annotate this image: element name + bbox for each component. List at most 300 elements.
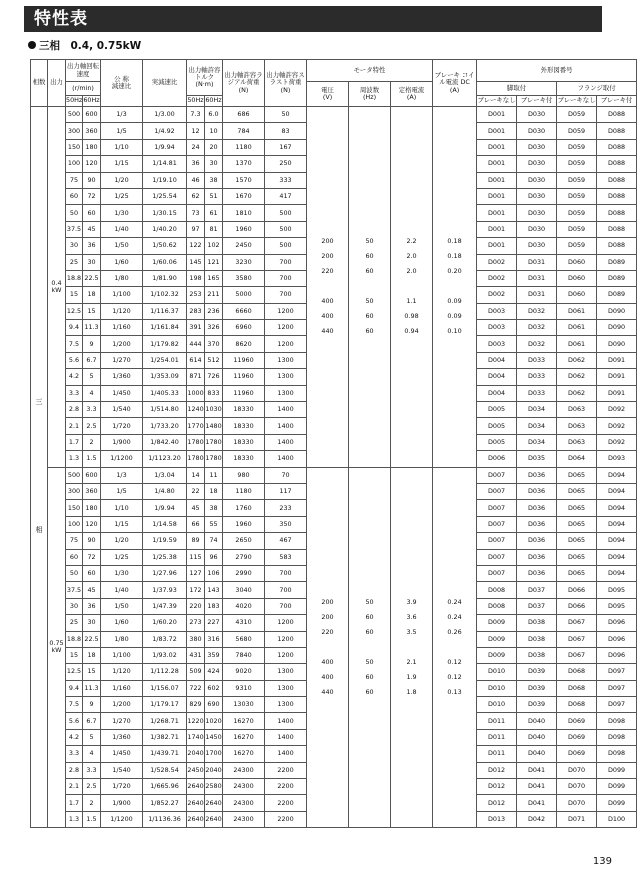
speed-60hz-cell: 60 xyxy=(83,205,101,221)
thrust-load-cell: 1400 xyxy=(265,402,307,418)
radial-load-cell: 11960 xyxy=(223,385,265,401)
voltage-value: 220 xyxy=(321,627,334,636)
torque-50hz-cell: 1000 xyxy=(187,385,205,401)
radial-load-cell: 9310 xyxy=(223,680,265,696)
radial-load-cell: 16270 xyxy=(223,746,265,762)
torque-60hz-cell: 1780 xyxy=(205,434,223,450)
radial-load-cell: 7840 xyxy=(223,647,265,663)
speed-60hz-cell: 5 xyxy=(83,369,101,385)
freq-cell xyxy=(349,107,391,468)
flange-nobrake-cell: D068 xyxy=(557,664,597,680)
actual-ratio-cell: 1/60.06 xyxy=(143,254,187,270)
thrust-load-cell: 1200 xyxy=(265,615,307,631)
foot-nobrake-cell: D003 xyxy=(477,336,517,352)
flange-withbrake-cell: D097 xyxy=(597,697,637,713)
radial-load-cell: 5680 xyxy=(223,631,265,647)
flange-nobrake-cell: D067 xyxy=(557,631,597,647)
thrust-load-cell: 700 xyxy=(265,270,307,286)
torque-60hz-cell: 55 xyxy=(205,516,223,532)
actual-ratio-cell: 1/156.07 xyxy=(143,680,187,696)
foot-nobrake-cell: D002 xyxy=(477,270,517,286)
torque-60hz-cell: 61 xyxy=(205,205,223,221)
speed-60hz-cell: 15 xyxy=(83,303,101,319)
actual-ratio-cell: 1/37.93 xyxy=(143,582,187,598)
ratio-cell: 1/360 xyxy=(101,729,143,745)
speed-50hz-cell: 500 xyxy=(66,467,83,483)
speed-60hz-cell: 3.3 xyxy=(83,402,101,418)
torque-50hz-cell: 871 xyxy=(187,369,205,385)
speed-50hz-cell: 2.8 xyxy=(66,402,83,418)
speed-60hz-cell: 1.5 xyxy=(83,811,101,827)
speed-60hz-cell: 18 xyxy=(83,287,101,303)
torque-50hz-cell: 1240 xyxy=(187,402,205,418)
torque-50hz-cell: 444 xyxy=(187,336,205,352)
output-label: 0.4 kW xyxy=(51,278,62,294)
foot-withbrake-cell: D040 xyxy=(517,746,557,762)
speed-60hz-cell: 360 xyxy=(83,123,101,139)
torque-50hz-cell: 2640 xyxy=(187,779,205,795)
speed-50hz-cell: 15 xyxy=(66,647,83,663)
speed-60hz-cell: 30 xyxy=(83,254,101,270)
table-row xyxy=(31,107,637,123)
foot-nobrake-cell: D010 xyxy=(477,664,517,680)
foot-withbrake-cell: D038 xyxy=(517,631,557,647)
page-number: 139 xyxy=(592,856,612,867)
torque-60hz-cell: 38 xyxy=(205,172,223,188)
actual-ratio-cell: 1/665.96 xyxy=(143,779,187,795)
flange-withbrake-cell: D099 xyxy=(597,795,637,811)
ratio-cell: 1/160 xyxy=(101,680,143,696)
thrust-load-cell: 2200 xyxy=(265,779,307,795)
radial-load-cell: 980 xyxy=(223,467,265,483)
torque-60hz-cell: 102 xyxy=(205,238,223,254)
torque-60hz-cell: 227 xyxy=(205,615,223,631)
torque-50hz-cell: 46 xyxy=(187,172,205,188)
speed-50hz-cell: 9.4 xyxy=(66,680,83,696)
actual-ratio-cell: 1/161.84 xyxy=(143,320,187,336)
ratio-cell: 1/15 xyxy=(101,516,143,532)
speed-60hz-cell: 11.3 xyxy=(83,680,101,696)
foot-nobrake-cell: D003 xyxy=(477,320,517,336)
speed-50hz-cell: 12.5 xyxy=(66,303,83,319)
thrust-load-cell: 700 xyxy=(265,254,307,270)
freq-value: 60 xyxy=(365,627,374,636)
foot-withbrake-cell: D030 xyxy=(517,172,557,188)
torque-50hz-cell: 829 xyxy=(187,697,205,713)
table-body xyxy=(31,107,637,828)
flange-withbrake-cell: D090 xyxy=(597,303,637,319)
freq-cell xyxy=(349,467,391,828)
header-thrust xyxy=(265,60,307,107)
ratio-cell: 1/1200 xyxy=(101,451,143,467)
torque-60hz-cell: 2640 xyxy=(205,795,223,811)
ratio-label: 公 称 減速比 xyxy=(111,74,132,90)
flange-nobrake-cell: D067 xyxy=(557,615,597,631)
foot-withbrake-cell: D030 xyxy=(517,139,557,155)
torque-50hz-cell: 45 xyxy=(187,500,205,516)
speed-50hz-cell: 12.5 xyxy=(66,664,83,680)
foot-withbrake-cell: D036 xyxy=(517,467,557,483)
torque-60hz-cell: 316 xyxy=(205,631,223,647)
ratio-cell: 1/40 xyxy=(101,582,143,598)
radial-load-cell: 1960 xyxy=(223,516,265,532)
speed-60hz-cell: 60 xyxy=(83,565,101,581)
actual-ratio-cell: 1/179.82 xyxy=(143,336,187,352)
torque-60hz-cell: 121 xyxy=(205,254,223,270)
foot-nobrake-cell: D012 xyxy=(477,779,517,795)
radial-load-cell: 5000 xyxy=(223,287,265,303)
flange-nobrake-cell: D059 xyxy=(557,188,597,204)
speed-50hz-cell: 15 xyxy=(66,287,83,303)
torque-50hz-cell: 2640 xyxy=(187,795,205,811)
flange-withbrake-cell: D088 xyxy=(597,123,637,139)
flange-nobrake-cell: D065 xyxy=(557,549,597,565)
thrust-load-cell: 333 xyxy=(265,172,307,188)
actual-ratio-cell: 1/25.54 xyxy=(143,188,187,204)
flange-withbrake-cell: D094 xyxy=(597,500,637,516)
ratio-cell: 1/900 xyxy=(101,795,143,811)
foot-withbrake-cell: D031 xyxy=(517,254,557,270)
actual-ratio-cell: 1/60.20 xyxy=(143,615,187,631)
voltage-value: 220 xyxy=(321,267,334,276)
torque-60hz-cell: 11 xyxy=(205,467,223,483)
radial-load-cell: 16270 xyxy=(223,713,265,729)
ratio-cell: 1/270 xyxy=(101,352,143,368)
speed-60hz-cell: 36 xyxy=(83,238,101,254)
ratio-cell: 1/160 xyxy=(101,320,143,336)
flange-withbrake-cell: D089 xyxy=(597,287,637,303)
speed-50hz-cell: 1.7 xyxy=(66,434,83,450)
torque-50hz-cell: 380 xyxy=(187,631,205,647)
radial-load-cell: 2990 xyxy=(223,565,265,581)
speed-50hz-cell: 60 xyxy=(66,549,83,565)
foot-withbrake-cell: D032 xyxy=(517,320,557,336)
foot-nobrake-cell: D008 xyxy=(477,598,517,614)
freq-value: 50 xyxy=(365,597,374,606)
thrust-load-cell: 233 xyxy=(265,500,307,516)
brake-current-value xyxy=(433,279,476,294)
flange-withbrake-cell: D097 xyxy=(597,664,637,680)
torque-50hz-cell: 145 xyxy=(187,254,205,270)
voltage-value: 200 xyxy=(321,252,334,261)
foot-nobrake-cell: D007 xyxy=(477,516,517,532)
foot-withbrake-cell: D032 xyxy=(517,336,557,352)
foot-nobrake-cell: D012 xyxy=(477,762,517,778)
radial-load-cell: 1760 xyxy=(223,500,265,516)
torque-60hz-cell: 1030 xyxy=(205,402,223,418)
speed-60hz-cell: 360 xyxy=(83,483,101,499)
brake-current-value: 0.24 xyxy=(447,612,462,621)
foot-nobrake-cell: D005 xyxy=(477,402,517,418)
bullet-icon xyxy=(28,41,36,49)
actual-ratio-cell: 1/733.20 xyxy=(143,418,187,434)
speed-50hz-cell: 150 xyxy=(66,139,83,155)
ratio-cell: 1/20 xyxy=(101,533,143,549)
radial-load-cell: 24300 xyxy=(223,795,265,811)
speed-60hz-cell: 36 xyxy=(83,598,101,614)
ratio-cell: 1/5 xyxy=(101,123,143,139)
flange-withbrake-cell: D088 xyxy=(597,107,637,123)
brake-current-value: 0.10 xyxy=(447,327,462,336)
phase-cell xyxy=(31,107,48,828)
foot-nobrake-cell: D001 xyxy=(477,205,517,221)
foot-nobrake-cell: D007 xyxy=(477,549,517,565)
actual-ratio-cell: 1/353.09 xyxy=(143,369,187,385)
thrust-load-cell: 700 xyxy=(265,287,307,303)
voltage-unit: (V) xyxy=(322,93,333,101)
foot-nobrake-cell: D013 xyxy=(477,811,517,827)
flange-nobrake-cell: D066 xyxy=(557,582,597,598)
torque-60hz-cell: 2640 xyxy=(205,811,223,827)
torque-60hz-cell: 424 xyxy=(205,664,223,680)
radial-load-cell: 1180 xyxy=(223,483,265,499)
speed-50hz-cell: 75 xyxy=(66,172,83,188)
brake-current-value xyxy=(433,640,476,655)
actual-ratio-cell: 1/50.62 xyxy=(143,238,187,254)
foot-withbrake-cell: D034 xyxy=(517,418,557,434)
header-torque xyxy=(187,60,223,96)
speed-60hz-cell: 2 xyxy=(83,434,101,450)
speed-50hz-cell: 1.7 xyxy=(66,795,83,811)
foot-withbrake-cell: D030 xyxy=(517,221,557,237)
speed-50hz-cell: 5.6 xyxy=(66,713,83,729)
brake-current-value: 0.09 xyxy=(447,297,462,306)
flange-withbrake-cell: D098 xyxy=(597,729,637,745)
radial-load-cell: 1670 xyxy=(223,188,265,204)
speed-50hz-cell: 3.3 xyxy=(66,746,83,762)
torque-50hz-cell: 391 xyxy=(187,320,205,336)
speed-50hz-cell: 7.5 xyxy=(66,697,83,713)
radial-label: 出力軸許容ラジアル荷重(N) xyxy=(224,71,263,94)
flange-withbrake-cell: D096 xyxy=(597,631,637,647)
thrust-load-cell: 1400 xyxy=(265,451,307,467)
flange-nobrake-cell: D065 xyxy=(557,500,597,516)
flange-nobrake-cell: D061 xyxy=(557,336,597,352)
header-foot: 脚取付 xyxy=(477,82,557,96)
header-radial xyxy=(223,60,265,107)
current-cell xyxy=(391,107,433,468)
voltage-value: 200 xyxy=(321,237,334,246)
radial-load-cell: 24300 xyxy=(223,779,265,795)
foot-withbrake-cell: D041 xyxy=(517,762,557,778)
radial-load-cell: 24300 xyxy=(223,762,265,778)
speed-50hz-cell: 4.2 xyxy=(66,369,83,385)
ratio-cell: 1/120 xyxy=(101,664,143,680)
speed-60hz-cell: 22.5 xyxy=(83,631,101,647)
actual-ratio-cell: 1/4.80 xyxy=(143,483,187,499)
voltage-value: 400 xyxy=(321,672,334,681)
header-brake xyxy=(433,60,477,107)
output-cell xyxy=(48,467,66,828)
radial-load-cell: 18330 xyxy=(223,434,265,450)
thrust-load-cell: 500 xyxy=(265,221,307,237)
foot-withbrake-cell: D041 xyxy=(517,779,557,795)
foot-withbrake-cell: D030 xyxy=(517,188,557,204)
flange-withbrake-cell: D088 xyxy=(597,172,637,188)
thrust-load-cell: 1200 xyxy=(265,647,307,663)
radial-load-cell: 6960 xyxy=(223,320,265,336)
thrust-load-cell: 1200 xyxy=(265,631,307,647)
actual-ratio-cell: 1/842.40 xyxy=(143,434,187,450)
actual-ratio-cell: 1/382.71 xyxy=(143,729,187,745)
thrust-load-cell: 1300 xyxy=(265,369,307,385)
torque-60hz-cell: 96 xyxy=(205,549,223,565)
torque-50hz-cell: 36 xyxy=(187,156,205,172)
flange-nobrake-cell: D063 xyxy=(557,418,597,434)
flange-nobrake-cell: D060 xyxy=(557,254,597,270)
foot-nobrake-cell: D011 xyxy=(477,746,517,762)
torque-50hz-cell: 1780 xyxy=(187,451,205,467)
flange-nobrake-cell: D070 xyxy=(557,779,597,795)
foot-nobrake-cell: D001 xyxy=(477,156,517,172)
flange-withbrake-cell: D091 xyxy=(597,369,637,385)
foot-withbrake-cell: D031 xyxy=(517,270,557,286)
actual-ratio-cell: 1/30.15 xyxy=(143,205,187,221)
flange-nobrake-cell: D060 xyxy=(557,287,597,303)
torque-50hz-cell: 24 xyxy=(187,139,205,155)
foot-withbrake-cell: D040 xyxy=(517,729,557,745)
header-ratio xyxy=(101,60,143,107)
header-speed xyxy=(66,60,101,82)
current-value: 2.0 xyxy=(406,267,417,276)
header-foot-nobrake: ブレーキなし xyxy=(477,96,517,107)
foot-withbrake-cell: D032 xyxy=(517,303,557,319)
ratio-cell: 1/720 xyxy=(101,779,143,795)
speed-50hz-cell: 25 xyxy=(66,615,83,631)
flange-withbrake-cell: D094 xyxy=(597,516,637,532)
ratio-cell: 1/720 xyxy=(101,418,143,434)
foot-withbrake-cell: D035 xyxy=(517,451,557,467)
actual-ratio-cell: 1/40.20 xyxy=(143,221,187,237)
speed-60hz-cell: 2.5 xyxy=(83,779,101,795)
speed-60hz-cell: 5 xyxy=(83,729,101,745)
foot-withbrake-cell: D040 xyxy=(517,713,557,729)
flange-nobrake-cell: D061 xyxy=(557,303,597,319)
current-cell xyxy=(391,467,433,828)
radial-load-cell: 24300 xyxy=(223,811,265,827)
flange-withbrake-cell: D088 xyxy=(597,156,637,172)
voltage-value xyxy=(307,640,348,655)
torque-60hz-cell: 1450 xyxy=(205,729,223,745)
actual-ratio-cell: 1/405.33 xyxy=(143,385,187,401)
header-torque-hz50: 50Hz xyxy=(187,96,205,107)
torque-60hz-cell: 183 xyxy=(205,598,223,614)
radial-load-cell: 1370 xyxy=(223,156,265,172)
foot-nobrake-cell: D004 xyxy=(477,385,517,401)
torque-50hz-cell: 2040 xyxy=(187,746,205,762)
foot-withbrake-cell: D036 xyxy=(517,500,557,516)
thrust-load-cell: 70 xyxy=(265,467,307,483)
speed-60hz-cell: 11.3 xyxy=(83,320,101,336)
torque-60hz-cell: 833 xyxy=(205,385,223,401)
foot-nobrake-cell: D001 xyxy=(477,139,517,155)
torque-60hz-cell: 236 xyxy=(205,303,223,319)
brake-current-value: 0.09 xyxy=(447,312,462,321)
radial-load-cell: 16270 xyxy=(223,729,265,745)
flange-withbrake-cell: D088 xyxy=(597,205,637,221)
radial-load-cell: 2450 xyxy=(223,238,265,254)
foot-withbrake-cell: D042 xyxy=(517,811,557,827)
speed-60hz-cell: 30 xyxy=(83,615,101,631)
header-speed-unit: (r/min) xyxy=(66,82,101,96)
torque-50hz-cell: 73 xyxy=(187,205,205,221)
torque-60hz-cell: 20 xyxy=(205,139,223,155)
ratio-cell: 1/30 xyxy=(101,205,143,221)
ratio-cell: 1/10 xyxy=(101,500,143,516)
foot-nobrake-cell: D009 xyxy=(477,615,517,631)
ratio-cell: 1/3 xyxy=(101,467,143,483)
header-actual: 実減速比 xyxy=(143,60,187,107)
flange-nobrake-cell: D065 xyxy=(557,483,597,499)
current-value: 3.5 xyxy=(406,627,417,636)
foot-nobrake-cell: D001 xyxy=(477,221,517,237)
speed-50hz-cell: 9.4 xyxy=(66,320,83,336)
speed-50hz-cell: 500 xyxy=(66,107,83,123)
flange-withbrake-cell: D099 xyxy=(597,762,637,778)
ratio-cell: 1/15 xyxy=(101,156,143,172)
brake-current-value: 0.26 xyxy=(447,627,462,636)
torque-50hz-cell: 22 xyxy=(187,483,205,499)
header-flange-nobrake: ブレーキなし xyxy=(557,96,597,107)
foot-nobrake-cell: D007 xyxy=(477,565,517,581)
current-label: 定格電流 xyxy=(398,85,425,94)
thrust-load-cell: 167 xyxy=(265,139,307,155)
flange-withbrake-cell: D095 xyxy=(597,582,637,598)
flange-withbrake-cell: D089 xyxy=(597,270,637,286)
current-value: 1.1 xyxy=(406,297,417,306)
actual-ratio-cell: 1/112.28 xyxy=(143,664,187,680)
freq-label: 周波数 xyxy=(359,85,380,94)
actual-ratio-cell: 1/93.02 xyxy=(143,647,187,663)
ratio-cell: 1/25 xyxy=(101,549,143,565)
actual-ratio-cell: 1/1136.36 xyxy=(143,811,187,827)
torque-60hz-cell: 51 xyxy=(205,188,223,204)
ratio-cell: 1/100 xyxy=(101,647,143,663)
torque-60hz-cell: 38 xyxy=(205,500,223,516)
voltage-cell xyxy=(307,107,349,468)
thrust-load-cell: 2200 xyxy=(265,762,307,778)
torque-50hz-cell: 2640 xyxy=(187,811,205,827)
speed-50hz-cell: 2.8 xyxy=(66,762,83,778)
actual-ratio-cell: 1/102.32 xyxy=(143,287,187,303)
freq-value xyxy=(349,279,390,294)
ratio-cell: 1/540 xyxy=(101,762,143,778)
torque-60hz-cell: 211 xyxy=(205,287,223,303)
actual-ratio-cell: 1/83.72 xyxy=(143,631,187,647)
radial-load-cell: 11960 xyxy=(223,352,265,368)
thrust-load-cell: 1400 xyxy=(265,746,307,762)
actual-ratio-cell: 1/1123.20 xyxy=(143,451,187,467)
foot-nobrake-cell: D005 xyxy=(477,418,517,434)
speed-60hz-cell: 2 xyxy=(83,795,101,811)
ratio-cell: 1/5 xyxy=(101,483,143,499)
thrust-load-cell: 83 xyxy=(265,123,307,139)
brake-current-value: 0.18 xyxy=(447,237,462,246)
radial-load-cell: 18330 xyxy=(223,418,265,434)
foot-nobrake-cell: D009 xyxy=(477,631,517,647)
foot-nobrake-cell: D012 xyxy=(477,795,517,811)
actual-ratio-cell: 1/179.17 xyxy=(143,697,187,713)
thrust-load-cell: 417 xyxy=(265,188,307,204)
thrust-load-cell: 700 xyxy=(265,565,307,581)
actual-ratio-cell: 1/27.96 xyxy=(143,565,187,581)
torque-60hz-cell: 74 xyxy=(205,533,223,549)
ratio-cell: 1/30 xyxy=(101,565,143,581)
torque-unit: (N·m) xyxy=(195,80,214,89)
torque-50hz-cell: 115 xyxy=(187,549,205,565)
speed-60hz-cell: 22.5 xyxy=(83,270,101,286)
flange-withbrake-cell: D088 xyxy=(597,139,637,155)
